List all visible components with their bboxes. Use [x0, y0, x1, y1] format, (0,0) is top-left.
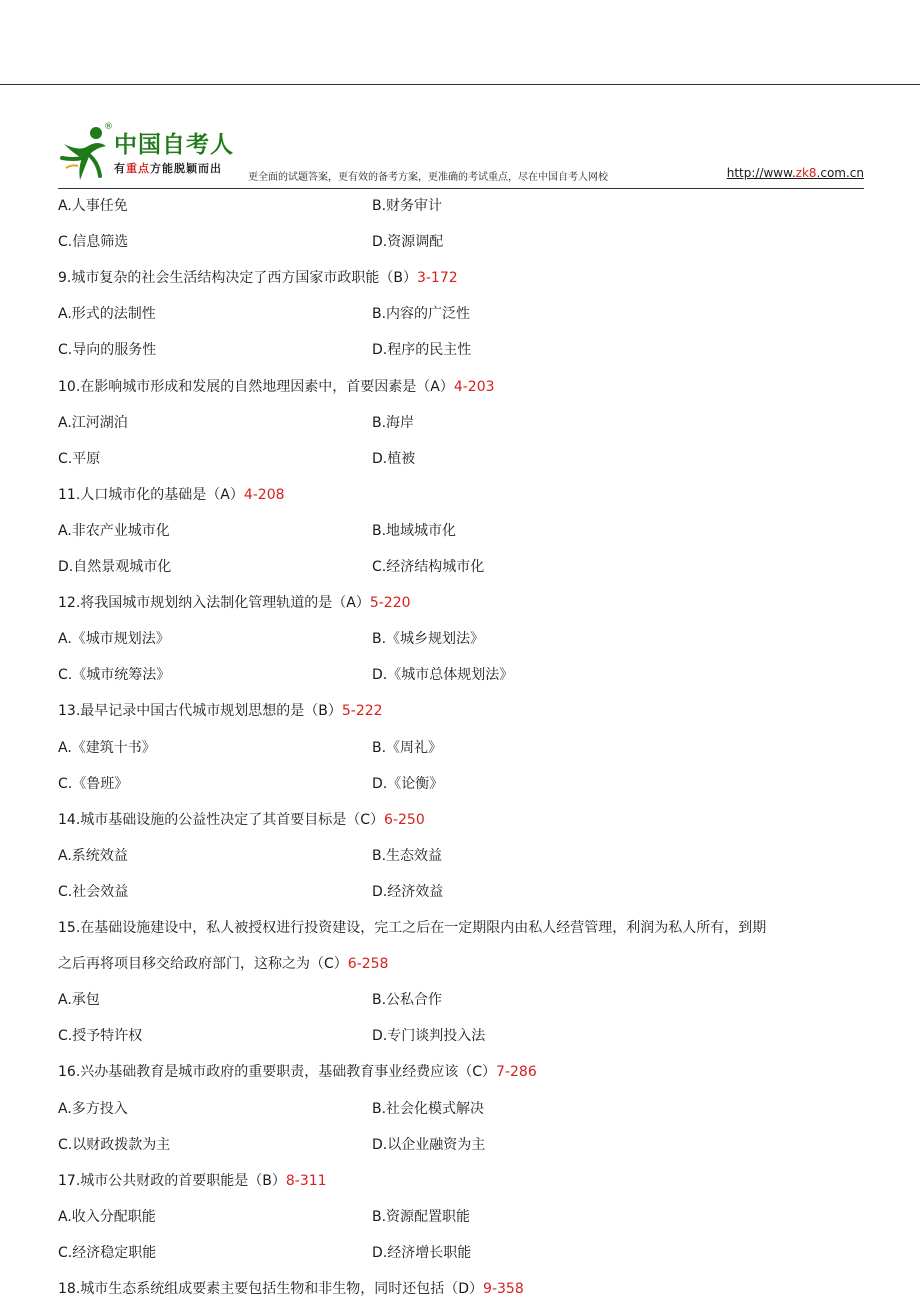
question-text: 13.最早记录中国古代城市规划思想的是（B） [58, 703, 342, 719]
page-reference: 3-172 [416, 270, 458, 286]
question-text: 17.城市公共财政的首要职能是（B） [58, 1173, 286, 1189]
answer-option: D.自然景观城市化 [58, 559, 172, 575]
answer-option: B.资源配置职能 [372, 1209, 471, 1225]
link-emphasis: zk8 [795, 166, 817, 180]
answer-option: D.《论衡》 [372, 776, 444, 792]
answer-option: B.公私合作 [372, 992, 443, 1008]
answer-option: C.经济结构城市化 [372, 559, 485, 575]
question-text: 12.将我国城市规划纳入法制化管理轨道的是（A） [58, 595, 370, 611]
answer-option: D.以企业融资为主 [372, 1137, 486, 1153]
answer-option: D.程序的民主性 [372, 342, 472, 358]
question-line [58, 954, 388, 974]
page-reference: 8-311 [285, 1173, 327, 1189]
question-text: 9.城市复杂的社会生活结构决定了西方国家市政职能（B） [58, 270, 417, 286]
page-reference: 4-203 [453, 379, 495, 395]
page-reference: 5-222 [341, 703, 383, 719]
page-reference: 9-358 [483, 1281, 524, 1297]
question-text: 18.城市生态系统组成要素主要包括生物和非生物，同时还包括（D） [58, 1281, 484, 1297]
answer-option: D.《城市总体规划法》 [372, 667, 514, 683]
answer-option: C.授予特许权 [58, 1028, 143, 1044]
question-text: 14.城市基础设施的公益性决定了其首要目标是（C） [58, 812, 385, 828]
answer-option: C.平原 [58, 451, 101, 467]
link-post: .com.cn [816, 166, 864, 180]
question-line [58, 701, 383, 721]
answer-option: A.多方投入 [58, 1101, 128, 1117]
answer-option: B.财务审计 [372, 198, 443, 214]
question-line [58, 1279, 524, 1299]
question-text: 15.在基础设施建设中，私人被授权进行投资建设，完工之后在一定期限内由私人经营管理，利润为私人所有，到期 [58, 920, 767, 936]
answer-option: A.系统效益 [58, 848, 128, 864]
answer-option: A.形式的法制性 [58, 306, 156, 322]
site-header [58, 124, 864, 188]
top-rule [0, 84, 920, 85]
answer-option: C.社会效益 [58, 884, 129, 900]
answer-option: A.收入分配职能 [58, 1209, 156, 1225]
site-link[interactable] [727, 166, 864, 180]
answer-option: D.资源调配 [372, 234, 444, 250]
question-text: 10.在影响城市形成和发展的自然地理因素中，首要因素是（A） [58, 379, 454, 395]
answer-option: B.《城乡规划法》 [372, 631, 485, 647]
answer-option: C.信息筛选 [58, 234, 129, 250]
answer-option: D.专门谈判投入法 [372, 1028, 486, 1044]
logo [58, 124, 248, 184]
page-reference: 4-208 [243, 487, 285, 503]
link-pre: http://www. [726, 166, 796, 180]
runner-logo-icon [58, 124, 110, 184]
answer-option: C.经济稳定职能 [58, 1245, 157, 1261]
page-reference: 5-220 [369, 595, 411, 611]
header-rule [58, 188, 864, 189]
question-line [58, 918, 766, 938]
answer-option: A.《建筑十书》 [58, 740, 156, 756]
answer-option: B.生态效益 [372, 848, 443, 864]
question-line [58, 377, 495, 397]
slogan-emphasis: 重点 [126, 162, 150, 175]
question-line [58, 485, 285, 505]
answer-option: B.社会化模式解决 [372, 1101, 485, 1117]
answer-option: A.承包 [58, 992, 100, 1008]
header-tagline: 更全面的试题答案，更有效的备考方案，更准确的考试重点，尽在中国自考人网校 [248, 172, 608, 183]
answer-option: B.内容的广泛性 [372, 306, 471, 322]
question-line [58, 268, 458, 288]
question-line [58, 1062, 537, 1082]
answer-option: B.《周礼》 [372, 740, 443, 756]
answer-option: C.《鲁班》 [58, 776, 129, 792]
question-text: 16.兴办基础教育是城市政府的重要职责，基础教育事业经费应该（C） [58, 1064, 497, 1080]
answer-option: A.人事任免 [58, 198, 128, 214]
question-line [58, 1171, 327, 1191]
answer-option: C.以财政拨款为主 [58, 1137, 171, 1153]
page-reference: 6-258 [347, 956, 389, 972]
answer-option: A.非农产业城市化 [58, 523, 170, 539]
question-line [58, 593, 411, 613]
answer-option: C.导向的服务性 [58, 342, 157, 358]
question-line [58, 810, 425, 830]
answer-option: D.经济增长职能 [372, 1245, 472, 1261]
registered-mark: ® [104, 122, 113, 132]
answer-option: A.江河湖泊 [58, 415, 128, 431]
answer-option: A.《城市规划法》 [58, 631, 170, 647]
answer-option: D.植被 [372, 451, 416, 467]
logo-name: 中国自考人 [114, 132, 234, 158]
answer-option: B.地域城市化 [372, 523, 457, 539]
question-text: 之后再将项目移交给政府部门，这称之为（C） [58, 956, 348, 972]
page-reference: 6-250 [384, 812, 425, 828]
answer-option: B.海岸 [372, 415, 415, 431]
slogan-post: 方能脱颖而出 [150, 162, 222, 175]
slogan-pre: 有 [114, 162, 126, 175]
answer-option: C.《城市统筹法》 [58, 667, 171, 683]
page-reference: 7-286 [496, 1064, 537, 1080]
question-text: 11.人口城市化的基础是（A） [58, 487, 244, 503]
answer-option: D.经济效益 [372, 884, 444, 900]
logo-slogan [114, 160, 222, 176]
